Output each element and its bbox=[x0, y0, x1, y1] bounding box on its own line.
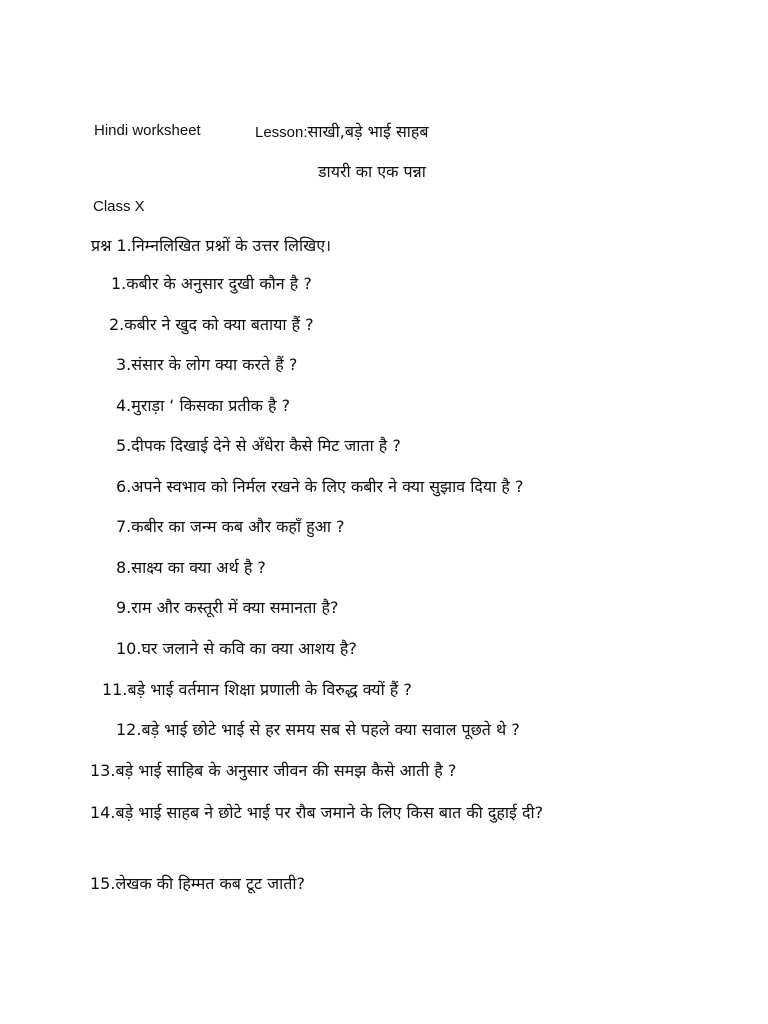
question-3: 3.संसार के लोग क्या करते हैं ? bbox=[116, 355, 298, 374]
question-6: 6.अपने स्वभाव को निर्मल रखने के लिए कबीर ने क्या सुझाव दिया है ? bbox=[116, 477, 524, 496]
question-13: 13.बड़े भाई साहिब के अनुसार जीवन की समझ कैसे आती है ? bbox=[90, 761, 457, 780]
lesson-title: साखी,बड़े भाई साहब bbox=[307, 122, 429, 141]
question-12: 12.बड़े भाई छोटे भाई से हर समय सब से पहले क्या सवाल पूछते थे ? bbox=[116, 720, 520, 739]
lesson-subtitle: डायरी का एक पन्ना bbox=[318, 162, 426, 181]
question-9: 9.राम और कस्तूरी में क्या समानता है? bbox=[116, 598, 339, 617]
question-1: 1.कबीर के अनुसार दुखी कौन है ? bbox=[111, 274, 312, 293]
question-5: 5.दीपक दिखाई देने से अँधेरा कैसे मिट जाता है ? bbox=[116, 436, 401, 455]
question-8: 8.साक्ष्य का क्या अर्थ है ? bbox=[116, 558, 266, 577]
question-14: 14.बड़े भाई साहब ने छोटे भाई पर रौब जमाने के लिए किस बात की दुहाई दी? bbox=[90, 803, 544, 822]
lesson-line bbox=[255, 120, 429, 142]
section-heading: प्रश्न 1.निम्नलिखित प्रश्नों के उत्तर लिखिए। bbox=[91, 236, 332, 255]
subject-label: Hindi worksheet bbox=[94, 122, 201, 139]
question-7: 7.कबीर का जन्म कब और कहाँ हुआ ? bbox=[116, 517, 345, 536]
question-2: 2.कबीर ने खुद को क्या बताया हैं ? bbox=[109, 315, 314, 334]
question-10: 10.घर जलाने से कवि का क्या आशय है? bbox=[116, 639, 357, 658]
class-label: Class X bbox=[93, 198, 145, 215]
lesson-label: Lesson: bbox=[255, 124, 308, 141]
question-11: 11.बड़े भाई वर्तमान शिक्षा प्रणाली के विरुद्ध क्यों हैं ? bbox=[102, 680, 412, 699]
question-4: 4.मुराड़ा ‘ किसका प्रतीक है ? bbox=[116, 396, 291, 415]
question-15: 15.लेखक की हिम्मत कब टूट जाती? bbox=[90, 874, 305, 893]
